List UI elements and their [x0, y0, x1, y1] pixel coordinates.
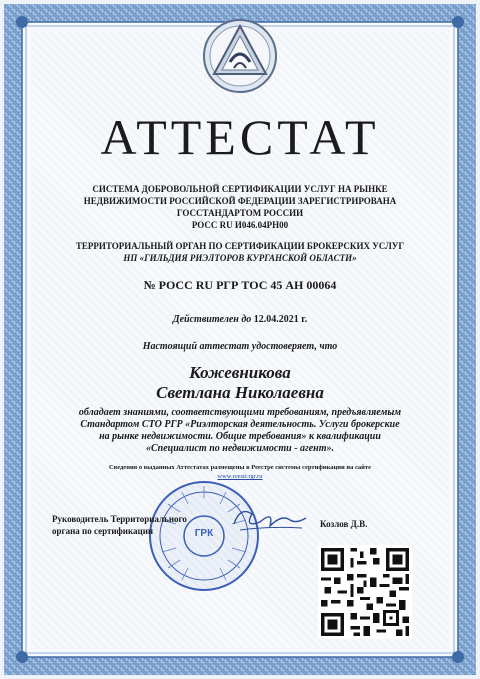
- system-line-1: СИСТЕМА ДОБРОВОЛЬНОЙ СЕРТИФИКАЦИИ УСЛУГ НА РЫНКЕ: [92, 184, 388, 194]
- certificate-number: № РОСС RU РГР ТОС 45 АН 00064: [143, 278, 337, 292]
- validity-label: Действителен до: [172, 314, 252, 325]
- body-line-4: «Специалист по недвижимости - агент».: [146, 443, 334, 454]
- organ-line-2: НП «ГИЛЬДИЯ РИЭЛТОРОВ КУРГАНСКОЙ ОБЛАСТИ»: [123, 253, 357, 263]
- signatory-role-line-2: органа по сертификации: [52, 526, 154, 536]
- signature-icon: [230, 500, 310, 536]
- signatory-role-line-1: Руководитель Территориального: [52, 514, 187, 524]
- qr-code-icon[interactable]: [318, 545, 412, 639]
- signatory-role: [52, 513, 187, 537]
- signatory-name: Козлов Д.В.: [320, 519, 368, 529]
- system-line-3: ГОССТАНДАРТОМ РОССИИ: [176, 208, 304, 218]
- registry-text: Сведения о выданных Аттестатах размещены в Реестре системы сертификации на сайте: [109, 464, 371, 471]
- validity: [0, 314, 480, 326]
- certificate-title: АТТЕСТАТ: [100, 109, 380, 165]
- body-line-3: на рынке недвижимости. Общие требования» к квалификации: [99, 431, 381, 442]
- guild-emblem-icon: [200, 16, 280, 96]
- certifies-text: Настоящий аттестат удостоверяет, что: [142, 341, 338, 352]
- person-name: Светлана Николаевна: [156, 383, 324, 402]
- system-registration-number: РОСС RU И046.04РН00: [191, 220, 289, 230]
- body-line-2: Стандартом СТО РГР «Риэлторская деятельность. Услуги брокерские: [80, 419, 400, 430]
- person-surname: Кожевникова: [189, 363, 291, 382]
- organ-line-1: ТЕРРИТОРИАЛЬНЫЙ ОРГАН ПО СЕРТИФИКАЦИИ БРОКЕРСКИХ УСЛУГ: [75, 241, 405, 251]
- system-line-2: НЕДВИЖИМОСТИ РОССИЙСКОЙ ФЕДЕРАЦИИ ЗАРЕГИСТРИРОВАНА: [83, 196, 397, 206]
- seal-center-text: ГРК: [194, 528, 214, 539]
- validity-date: 12.04.2021 г.: [253, 314, 308, 325]
- registry-url[interactable]: www.reestr.rgr.ru: [217, 473, 263, 480]
- body-line-1: обладает знаниями, соответствующими требованиям, предъявляемым: [78, 407, 402, 418]
